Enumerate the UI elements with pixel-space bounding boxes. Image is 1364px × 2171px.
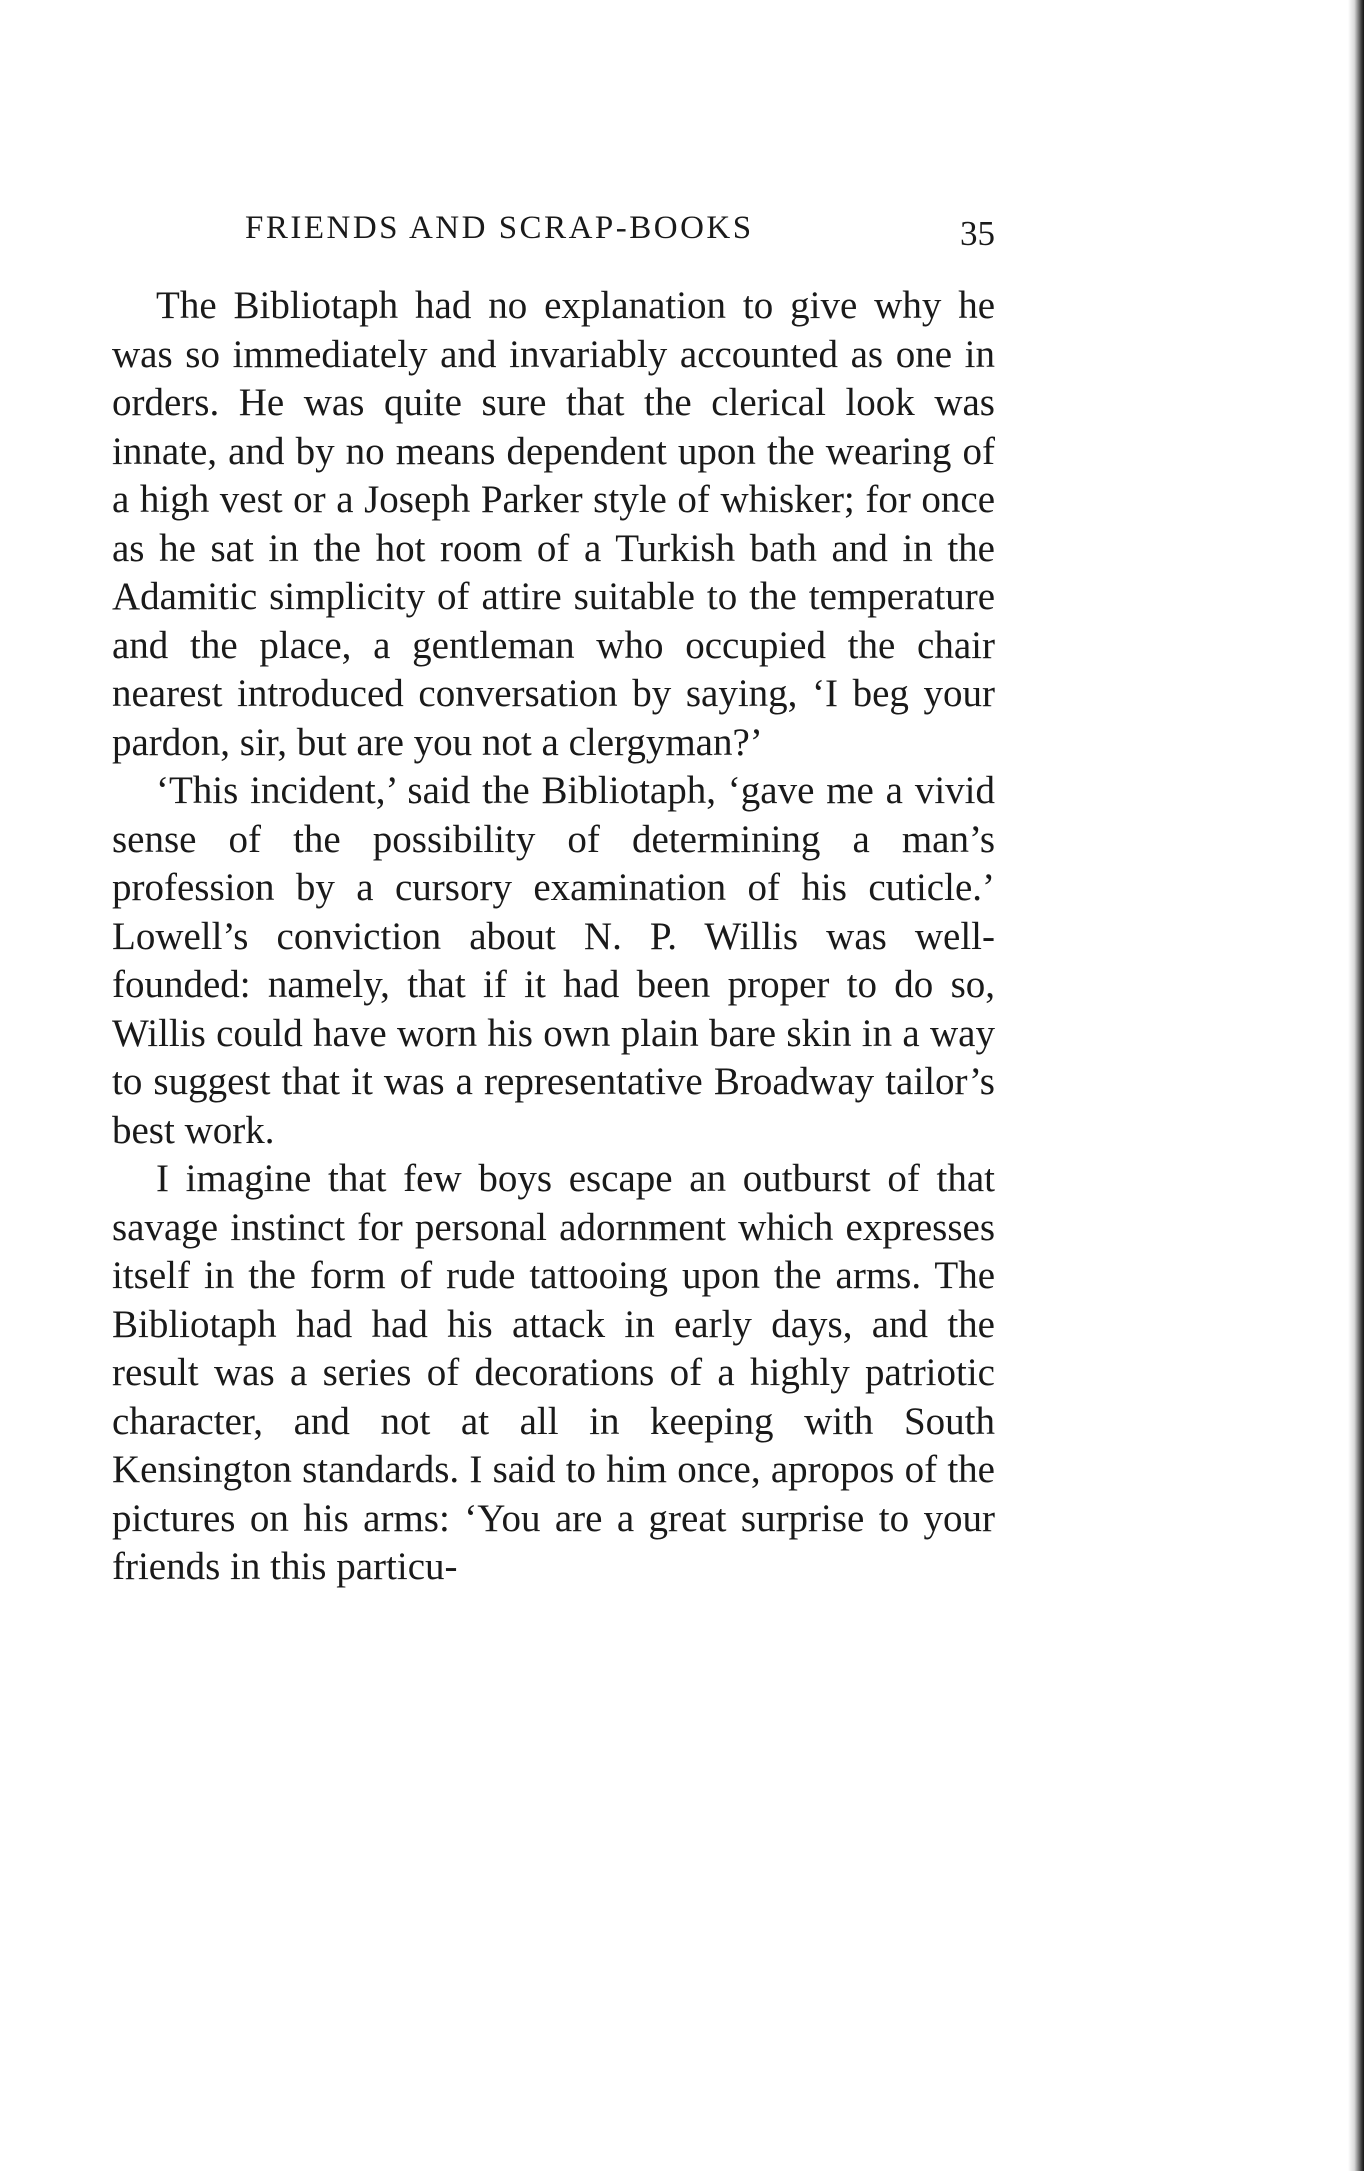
running-head: FRIENDS AND SCRAP-BOOKS bbox=[245, 210, 754, 246]
page-number: 35 bbox=[960, 214, 995, 253]
paragraph-1: The Bibliotaph had no explanation to give why he was so immediately and invariably accounted as one in orders. He was quite sure that the clerical look was innate, and by no means dependent upon the wearing of a high vest or a Joseph Parker style of whisker; for once as he sat in the hot room of a Turkish bath and in the Adamitic simplicity of attire suitable to the temperature and the place, a gentleman who occupied the chair nearest introduced conversation by saying, ‘I beg your pardon, sir, but are you not a clergyman?’ bbox=[112, 284, 995, 764]
page-edge bbox=[1348, 0, 1364, 2171]
paragraph-2: ‘This incident,’ said the Bibliotaph, ‘gave me a vivid sense of the possibility of determining a man’s profession by a cursory examination of his cuticle.’ Lowell’s conviction about N. P. Willis was well-founded: namely, that if it had been proper to do so, Willis could have worn his own plain bare skin in a way to suggest that it was a representative Broadway tailor’s best work. bbox=[112, 769, 995, 1152]
paragraph-3: I imagine that few boys escape an outburst of that savage instinct for personal adornment which expresses itself in the form of rude tattooing upon the arms. The Bibliotaph had had his attack in early days, and the result was a series of decorations of a highly patriotic character, and not at all in keeping with South Kensington standards. I said to him once, apropos of the pictures on his arms: ‘You are a great surprise to your friends in this particu- bbox=[112, 1157, 995, 1588]
page-header bbox=[110, 210, 995, 260]
body-text bbox=[112, 282, 995, 1592]
